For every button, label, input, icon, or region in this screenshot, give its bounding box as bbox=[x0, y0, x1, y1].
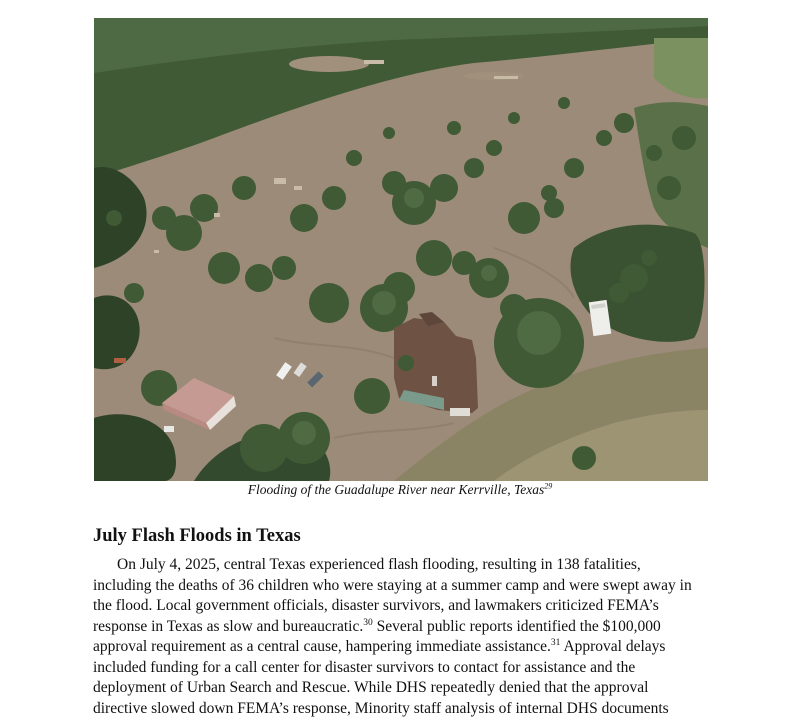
paragraph-line-4: response in Texas as slow and bureaucratic.$^{30}$ Several public reports identified the $100,000 bbox=[93, 617, 661, 635]
footnote-ref-30[interactable]: 30 bbox=[363, 617, 373, 628]
body-paragraph bbox=[93, 555, 715, 719]
paragraph-line-5: approval requirement as a central cause, hampering immediate assistance.$^{31}$ Approval delays bbox=[93, 637, 666, 655]
paragraph-line-8: directive slowed down FEMA’s response, Minority staff analysis of internal DHS documents bbox=[93, 699, 669, 717]
aerial-flood-image bbox=[94, 18, 708, 481]
paragraph-line-3: the flood. Local government officials, disaster survivors, and lawmakers criticized FEMA’s bbox=[93, 597, 659, 614]
caption-footnote-ref[interactable]: 29 bbox=[544, 481, 553, 491]
figure-caption bbox=[0, 481, 800, 499]
footnote-ref-31[interactable]: 31 bbox=[550, 637, 561, 648]
paragraph-line-7: deployment of Urban Search and Rescue. While DHS repeatedly denied that the approval bbox=[93, 679, 649, 696]
paragraph-line-6: included funding for a call center for disaster survivors to contact for assistance and the bbox=[93, 658, 636, 676]
paragraph-line-2: including the deaths of 36 children who were staying at a summer camp and were swept away in bbox=[93, 576, 692, 594]
caption-text: Flooding of the Guadalupe River near Kerrville, Texas bbox=[247, 482, 545, 497]
paragraph-line-1: On July 4, 2025, central Texas experienced flash flooding, resulting in 138 fatalities, bbox=[117, 556, 641, 573]
section-heading: July Flash Floods in Texas bbox=[93, 526, 301, 546]
flood-photo bbox=[94, 18, 708, 481]
